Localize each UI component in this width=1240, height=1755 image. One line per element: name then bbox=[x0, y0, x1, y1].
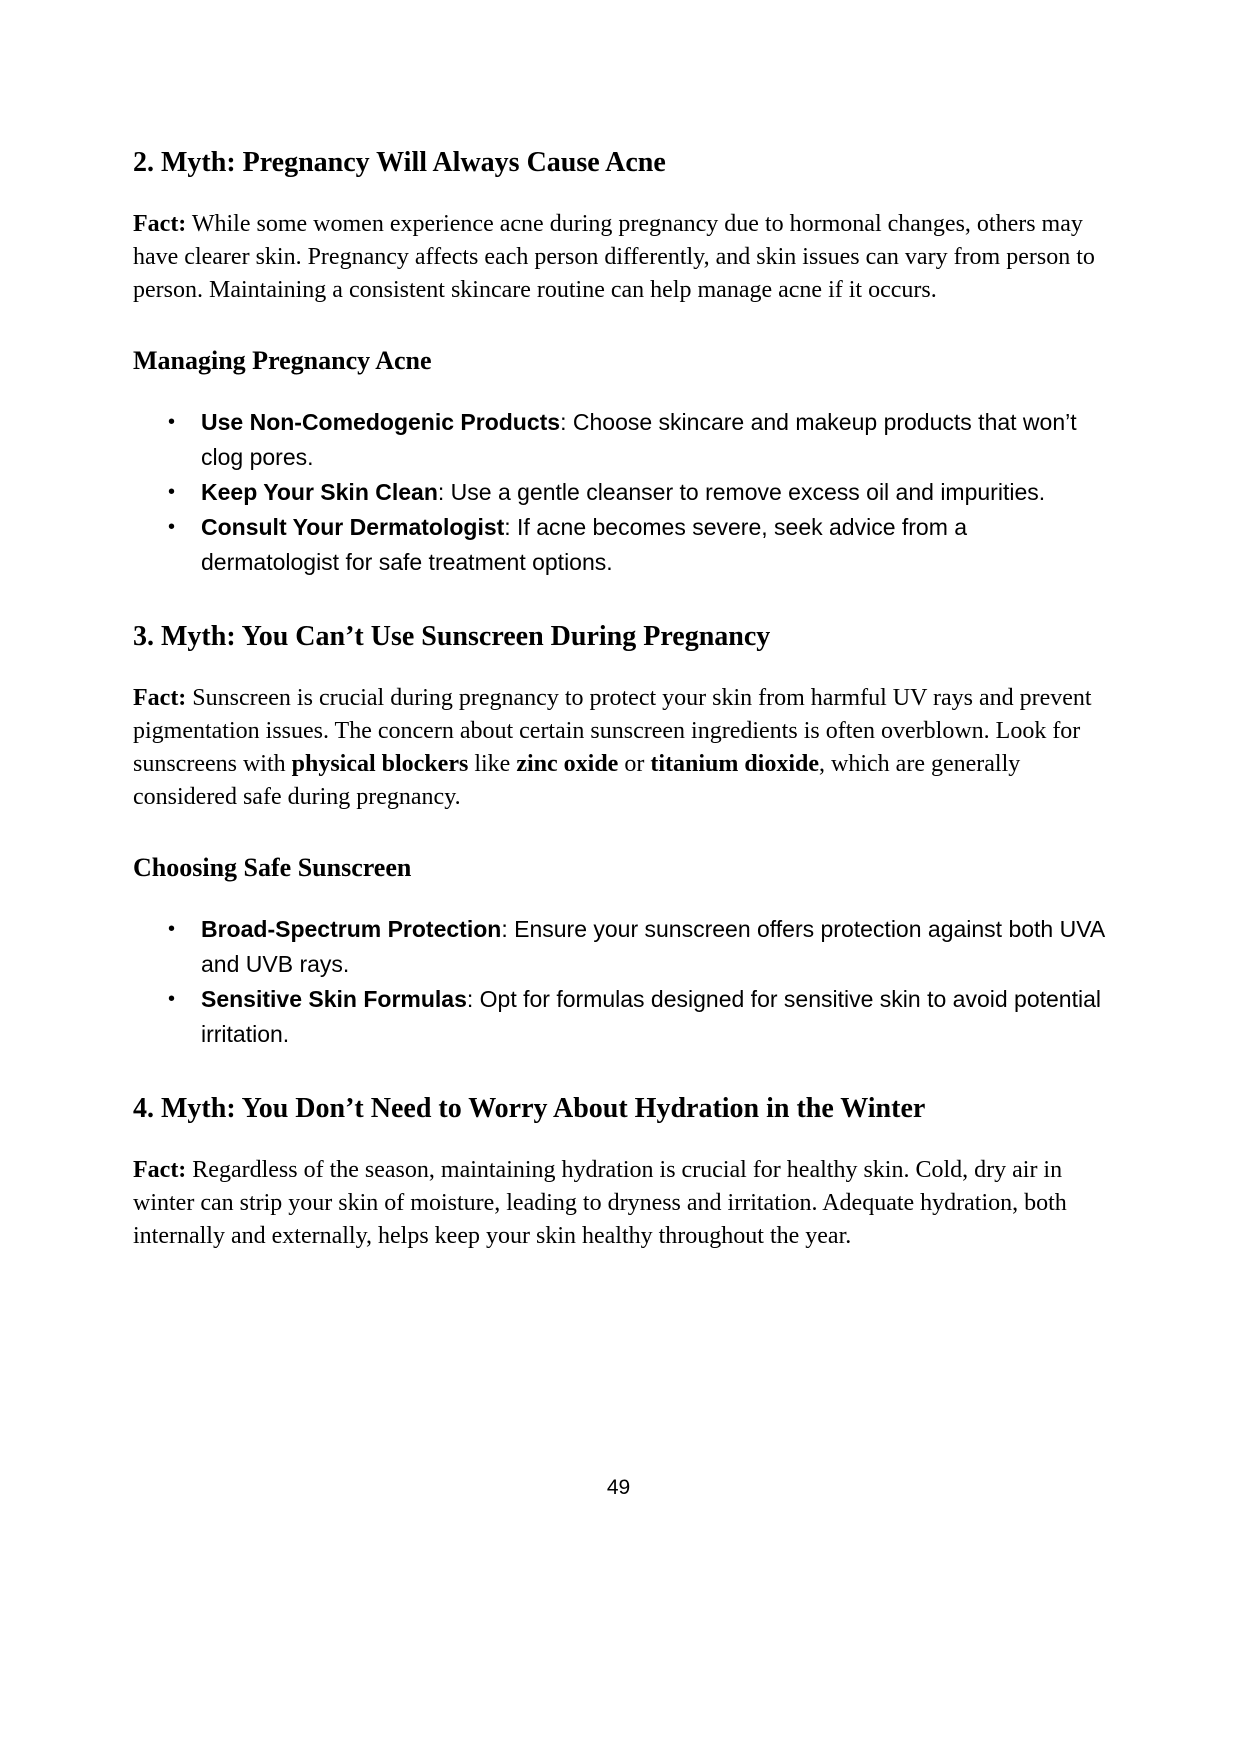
fact-text: Sunscreen is crucial during pregnancy to protect your skin from harmful UV rays and prevent pigmentation issues. The concern about certain sunscreen ingredients is often overblown. Look for sunscreens with bbox=[133, 685, 1092, 777]
myth-heading-3: 3. Myth: You Can’t Use Sunscreen During Pregnancy bbox=[133, 621, 771, 652]
bullet-label: Keep Your Skin Clean bbox=[201, 479, 438, 505]
fact-label: Fact: bbox=[133, 1157, 187, 1183]
list-item bbox=[201, 510, 1104, 580]
fact-text: Regardless of the season, maintaining hydration is crucial for healthy skin. Cold, dry air in winter can strip your skin of moisture, leading to dryness and irritation. Adequate hydration, both internally and externally, helps keep your skin healthy throughout the year. bbox=[133, 1157, 1067, 1249]
bullet-text: : If acne becomes severe, seek advice from a dermatologist for safe treatment options. bbox=[201, 514, 968, 575]
list-item bbox=[201, 912, 1104, 982]
myth-heading-2: 2. Myth: Pregnancy Will Always Cause Acne bbox=[133, 147, 666, 178]
list-item bbox=[201, 475, 1104, 510]
bullet-label: Consult Your Dermatologist bbox=[201, 514, 505, 540]
sub-heading-choosing-safe-sunscreen: Choosing Safe Sunscreen bbox=[133, 853, 412, 882]
fact-text: While some women experience acne during pregnancy due to hormonal changes, others may have clearer skin. Pregnancy affects each person differently, and skin issues can vary from person to person. Maintaining a consistent skincare routine can help manage acne if it occurs. bbox=[133, 211, 1095, 303]
bullet-list-pregnancy-acne bbox=[133, 405, 1104, 580]
bullet-list-safe-sunscreen bbox=[133, 912, 1104, 1052]
bullet-text: : Use a gentle cleanser to remove excess oil and impurities. bbox=[437, 479, 1046, 505]
fact-label: Fact: bbox=[133, 211, 187, 237]
bullet-text: : Ensure your sunscreen offers protection against both UVA and UVB rays. bbox=[201, 916, 1104, 977]
sub-heading-managing-pregnancy-acne: Managing Pregnancy Acne bbox=[133, 346, 432, 375]
bullet-label: Use Non-Comedogenic Products bbox=[201, 409, 561, 435]
list-item bbox=[201, 982, 1104, 1052]
fact-text: or bbox=[618, 751, 651, 777]
fact-paragraph-3 bbox=[133, 682, 1104, 814]
fact-paragraph-2 bbox=[133, 208, 1104, 307]
fact-bold-term: zinc oxide bbox=[516, 751, 619, 777]
list-item bbox=[201, 405, 1104, 475]
page-number: 49 bbox=[606, 1476, 631, 1499]
fact-bold-term: titanium dioxide bbox=[650, 751, 820, 777]
bullet-text: : Opt for formulas designed for sensitive skin to avoid potential irritation. bbox=[201, 986, 1101, 1047]
fact-paragraph-4 bbox=[133, 1154, 1104, 1253]
bullet-label: Sensitive Skin Formulas bbox=[201, 986, 467, 1012]
bullet-label: Broad-Spectrum Protection bbox=[201, 916, 502, 942]
fact-bold-term: physical blockers bbox=[291, 751, 469, 777]
bullet-text: : Choose skincare and makeup products that won’t clog pores. bbox=[201, 409, 1077, 470]
fact-text: like bbox=[468, 751, 517, 777]
fact-label: Fact: bbox=[133, 685, 187, 711]
myth-heading-4: 4. Myth: You Don’t Need to Worry About Hydration in the Winter bbox=[133, 1093, 926, 1124]
fact-text: , which are generally considered safe during pregnancy. bbox=[133, 751, 1021, 810]
